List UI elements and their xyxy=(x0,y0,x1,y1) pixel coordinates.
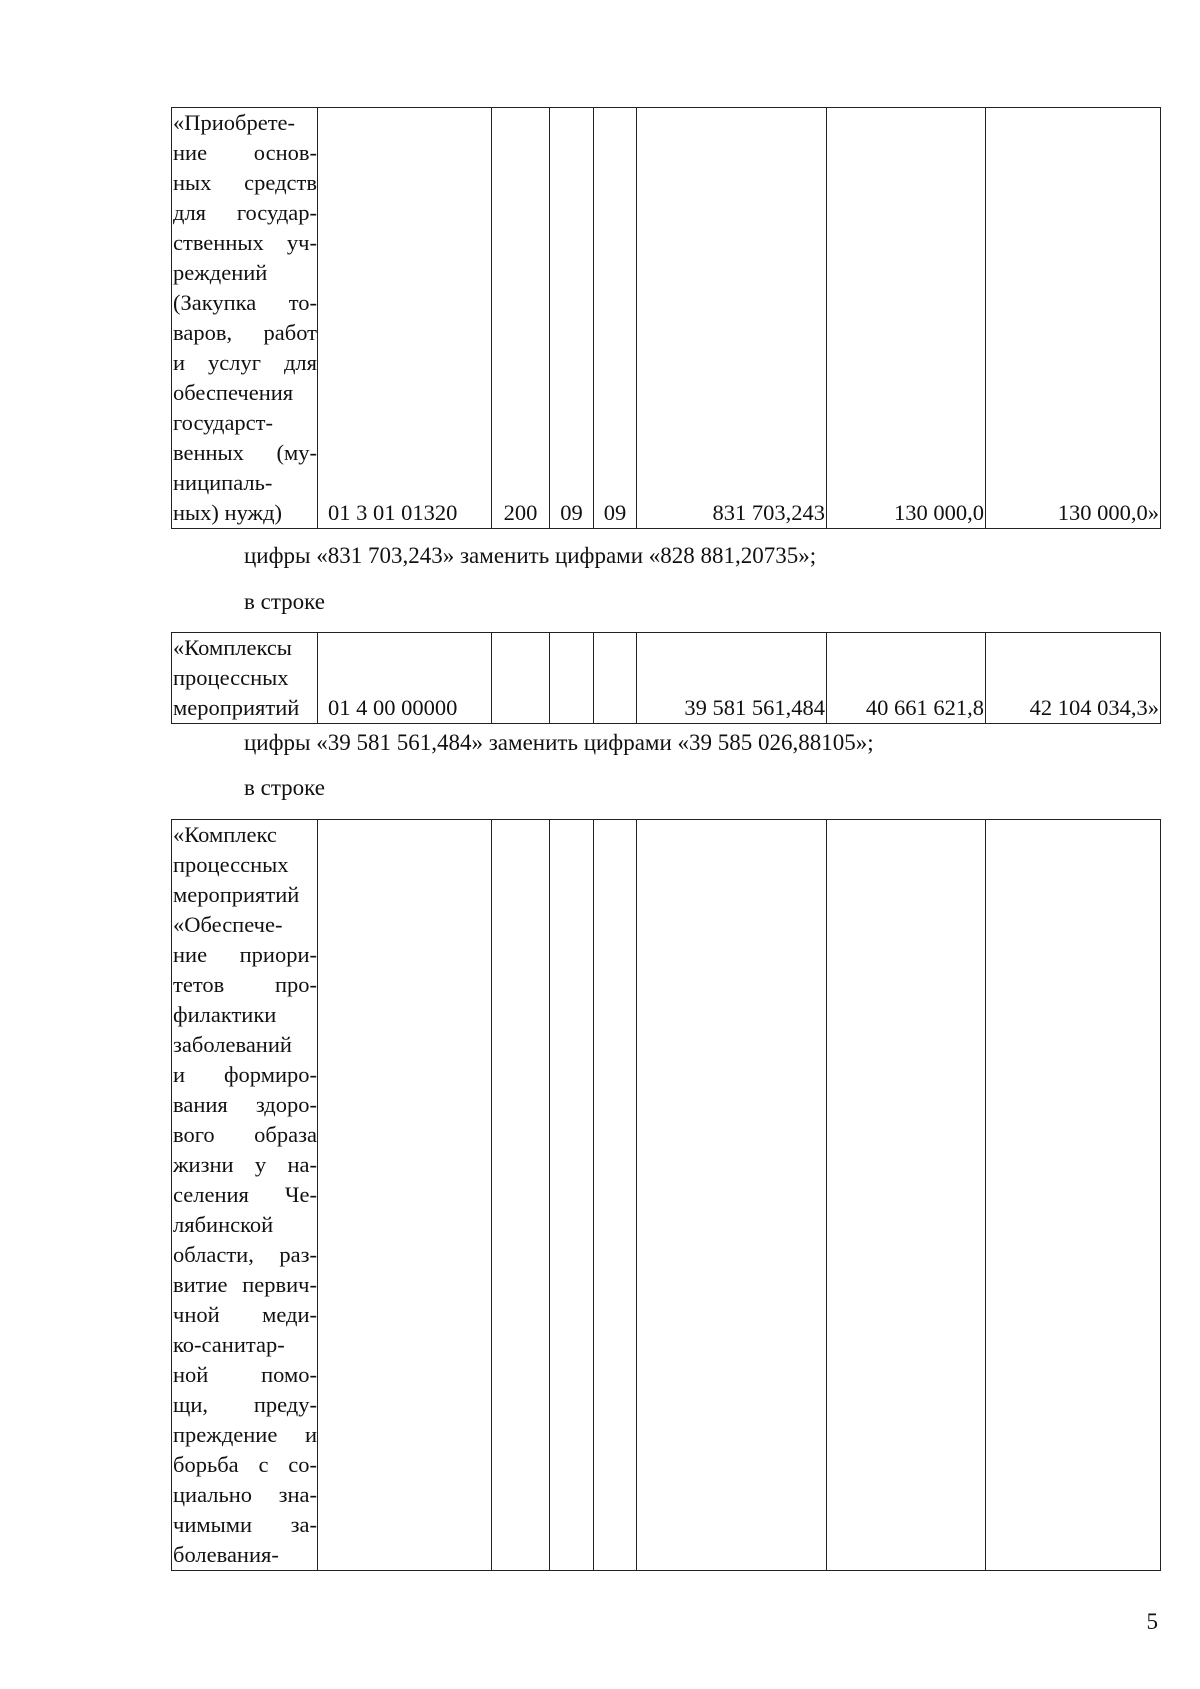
expense-name-line: «Приобрете- xyxy=(173,110,296,135)
amount-year-2-cell xyxy=(827,820,986,1571)
expense-name-line: «Комплекс xyxy=(173,822,277,847)
amount-year-3-cell: 130 000,0» xyxy=(986,108,1161,529)
expense-name-line: преждение и xyxy=(173,1422,317,1447)
expense-name-line: тетов про- xyxy=(173,972,317,997)
expense-type-cell xyxy=(492,633,550,724)
expense-name-line: венных (му- xyxy=(173,440,317,465)
expense-name-line: для государ- xyxy=(173,200,317,225)
expense-name-line: ной помо- xyxy=(173,1362,317,1387)
expense-name-line: (Закупка то- xyxy=(173,290,317,315)
expense-name-line: мероприятий xyxy=(173,695,300,720)
expense-name-line: и формиро- xyxy=(173,1062,317,1087)
expense-name-line: борьба с со- xyxy=(173,1452,317,1477)
expense-name-line: процессных xyxy=(173,665,289,690)
replacement-instruction-2: цифры «39 581 561,484» заменить цифрами «39 585 026,88105»; xyxy=(244,730,874,755)
target-code-cell xyxy=(318,820,492,1571)
amount-year-3-cell xyxy=(986,820,1161,1571)
replacement-instruction-1: цифры «831 703,243» заменить цифрами «828 881,20735»; xyxy=(244,543,817,568)
budget-table-3 xyxy=(171,819,1161,1571)
target-code-cell: 01 4 00 00000 xyxy=(318,633,492,724)
expense-name-line: щи, преду- xyxy=(173,1392,317,1417)
budget-table-2 xyxy=(171,632,1161,724)
in-row-label-1: в строке xyxy=(244,589,325,614)
expense-name-line: филактики xyxy=(173,1002,277,1027)
expense-name-line: мероприятий xyxy=(173,882,300,907)
expense-name-cell xyxy=(172,633,318,724)
expense-type-cell xyxy=(492,820,550,1571)
amount-year-1-cell: 39 581 561,484 xyxy=(637,633,827,724)
expense-name-line: реждений xyxy=(173,260,268,285)
subsection-cell: 09 xyxy=(594,108,637,529)
expense-name-line: витие первич- xyxy=(173,1272,317,1297)
expense-name-line: и услуг для xyxy=(173,350,317,375)
amount-year-1-cell: 831 703,243 xyxy=(637,108,827,529)
expense-name-line: заболеваний xyxy=(173,1032,292,1057)
amount-year-3-cell: 42 104 034,3» xyxy=(986,633,1161,724)
expense-name-line: жизни у на- xyxy=(173,1152,317,1177)
expense-name-line: вания здоро- xyxy=(173,1092,317,1117)
section-cell xyxy=(550,820,594,1571)
expense-name-line: варов, работ xyxy=(173,320,317,345)
expense-name-line: ных) нужд) xyxy=(173,500,283,525)
expense-name-line: «Комплексы xyxy=(173,635,292,660)
page-number: 5 xyxy=(1146,1609,1158,1634)
amount-year-1-cell xyxy=(637,820,827,1571)
table-row xyxy=(172,820,1161,1571)
amount-year-2-cell: 40 661 621,8 xyxy=(827,633,986,724)
subsection-cell xyxy=(594,633,637,724)
expense-name-line: «Обеспече- xyxy=(173,912,283,937)
expense-name-cell xyxy=(172,108,318,529)
section-cell xyxy=(550,633,594,724)
expense-name-line: процессных xyxy=(173,852,289,877)
expense-name-line: государст- xyxy=(173,410,273,435)
expense-name-line: циально зна- xyxy=(173,1482,317,1507)
expense-type-cell: 200 xyxy=(492,108,550,529)
expense-name-line: области, раз- xyxy=(173,1242,317,1267)
budget-table-1 xyxy=(171,107,1161,529)
table-row xyxy=(172,108,1161,529)
expense-name-line: ко-санитар- xyxy=(173,1332,285,1357)
section-cell: 09 xyxy=(550,108,594,529)
expense-name-cell xyxy=(172,820,318,1571)
expense-name-line: лябинской xyxy=(173,1212,274,1237)
target-code-cell: 01 3 01 01320 xyxy=(318,108,492,529)
expense-name-line: чимыми за- xyxy=(173,1512,317,1537)
expense-name-line: обеспечения xyxy=(173,380,294,405)
amount-year-2-cell: 130 000,0 xyxy=(827,108,986,529)
expense-name-line: болевания- xyxy=(173,1542,279,1567)
expense-name-line: ниципаль- xyxy=(173,470,273,495)
subsection-cell xyxy=(594,820,637,1571)
expense-name-line: селения Че- xyxy=(173,1182,317,1207)
expense-name-line: ных средств xyxy=(173,170,317,195)
expense-name-line: чной меди- xyxy=(173,1302,317,1327)
expense-name-line: ние приори- xyxy=(173,942,317,967)
expense-name-line: ние основ- xyxy=(173,140,317,165)
table-row xyxy=(172,633,1161,724)
expense-name-line: вого образа xyxy=(173,1122,317,1147)
expense-name-line: ственных уч- xyxy=(173,230,317,255)
in-row-label-2: в строке xyxy=(244,775,325,800)
